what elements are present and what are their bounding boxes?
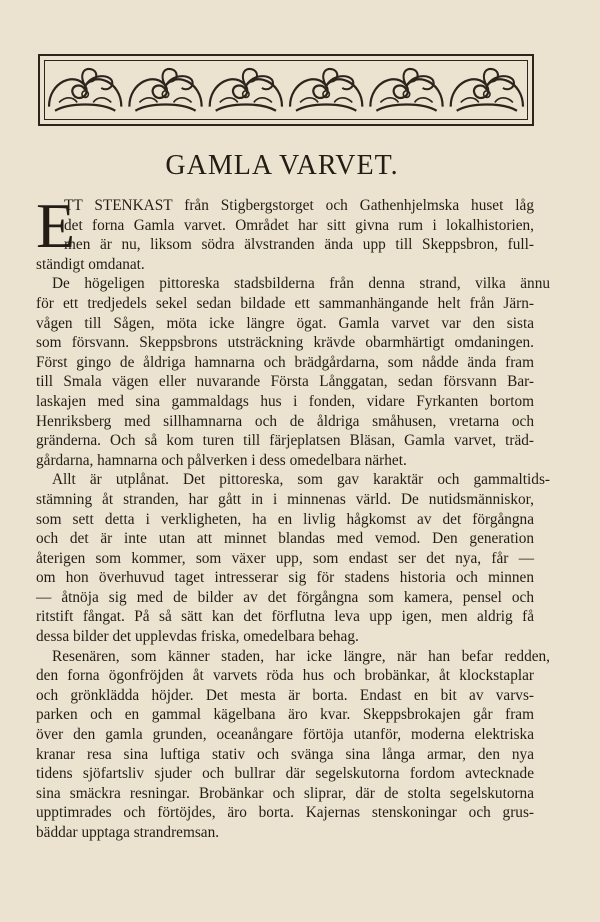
text-line: bäddar upptaga strandremsan.: [36, 824, 220, 841]
text-line: tidens sjöfartsliv sjuder och bullrar där segelskutorna fordom avtecknade: [36, 765, 534, 783]
text-line: parken och en gammal kägelbana äro kvar. Skeppsbrokajen går fram: [36, 706, 534, 724]
text-line: för ett tredjedels sekel sedan bildade ett sammanhängande helt från Järn-: [36, 294, 534, 312]
text-line: återigen som kommer, som växer upp, som endast ser det nya, får —: [36, 549, 534, 567]
text-line: men är nu, liksom södra älvstranden ända upp till Skeppsbron, full-: [64, 236, 534, 254]
ornament-frame: [44, 60, 528, 120]
text-line: upptimrades och förtöjdes, äro borta. Kajernas stenskoningar och grus-: [36, 804, 534, 822]
text-line: Allt är utplånat. Det pittoreska, som gav karaktär och gammaltids-: [52, 471, 550, 489]
text-line: och det är inte utan att minnet blandas med vemod. Den generation: [36, 530, 534, 548]
text-line: De högeligen pittoreska stadsbilderna från denna strand, vilka ännu: [52, 275, 550, 293]
text-line: stämning åt stranden, har gått in i minnenas värld. De nutidsmänniskor,: [36, 490, 534, 508]
text-line: kranar resa sina luftiga stativ och svänga sina långa armar, den nya: [36, 745, 534, 763]
drop-cap: E: [36, 190, 76, 261]
text-line: — åtnöja sig med de bilder av det förgångna som kamera, pensel och: [36, 588, 534, 606]
text-line: det forna Gamla varvet. Området har sitt givna rum i lokalhistorien,: [64, 216, 534, 234]
text-line: till Smala vägen eller nuvarande Första Långgatan, sedan försvann Bar-: [36, 373, 534, 391]
art-nouveau-header-ornament: [38, 54, 534, 126]
text-line: Henriksberg med sillhamnarna och de åldriga småhusen, vretarna och: [36, 412, 534, 430]
text-line: gränderna. Och så kom turen till färjeplatsen Bläsan, Gamla varvet, träd-: [36, 432, 534, 450]
text-line: den forna ögonfröjden åt varvets röda hus och brobänkar, åt klockstaplar: [36, 667, 534, 685]
text-line: Först gingo de åldriga hamnarna och brädgårdarna, som nådde ända fram: [36, 353, 534, 371]
text-line: och grönklädda höjder. Det mesta är borta. Endast en bit av varvs-: [36, 686, 534, 704]
text-line: som sett detta i verkligheten, ha en livlig hågkomst av det förgångna: [36, 510, 534, 528]
text-line: TT STENKAST från Stigbergstorget och Gathenhjelmska huset låg: [64, 197, 534, 214]
text-line: sina smäckra resningar. Brobänkar och sliprar, där de stolta segelskutorna: [36, 784, 534, 802]
chapter-title: GAMLA VARVET.: [165, 150, 399, 181]
body-text: [36, 196, 550, 843]
text-line: som försvann. Skeppsbrons utsträckning krävde obarmhärtigt omdaningen.: [36, 334, 534, 352]
text-line: gårdarna, hamnarna och pålverken i dess omedelbara närhet.: [36, 451, 407, 469]
text-line: ritstift fångat. På så sätt kan det förflutna leva upp igen, men aldrig få: [36, 608, 534, 626]
floral-scroll-icon: [45, 61, 527, 119]
text-line: laskajen med sina gammaldags hus i fonden, vidare Fyrkanten bortom: [36, 392, 534, 410]
text-line: om hon överhuvud taget intresserar sig för stadens historia och minnen: [36, 569, 534, 587]
text-line: ständigt omdanat.: [36, 255, 145, 273]
text-line: vågen till Sågen, möta icke längre ögat. Gamla varvet var den sista: [36, 314, 534, 332]
text-line: över den gamla grunden, oceanångare förtöja utanför, moderna elektriska: [36, 726, 534, 744]
text-line: Resenären, som känner staden, har icke längre, när han befar redden,: [52, 647, 550, 665]
text-line: dessa bilder det upplevdas friska, omedelbara behag.: [36, 628, 359, 646]
